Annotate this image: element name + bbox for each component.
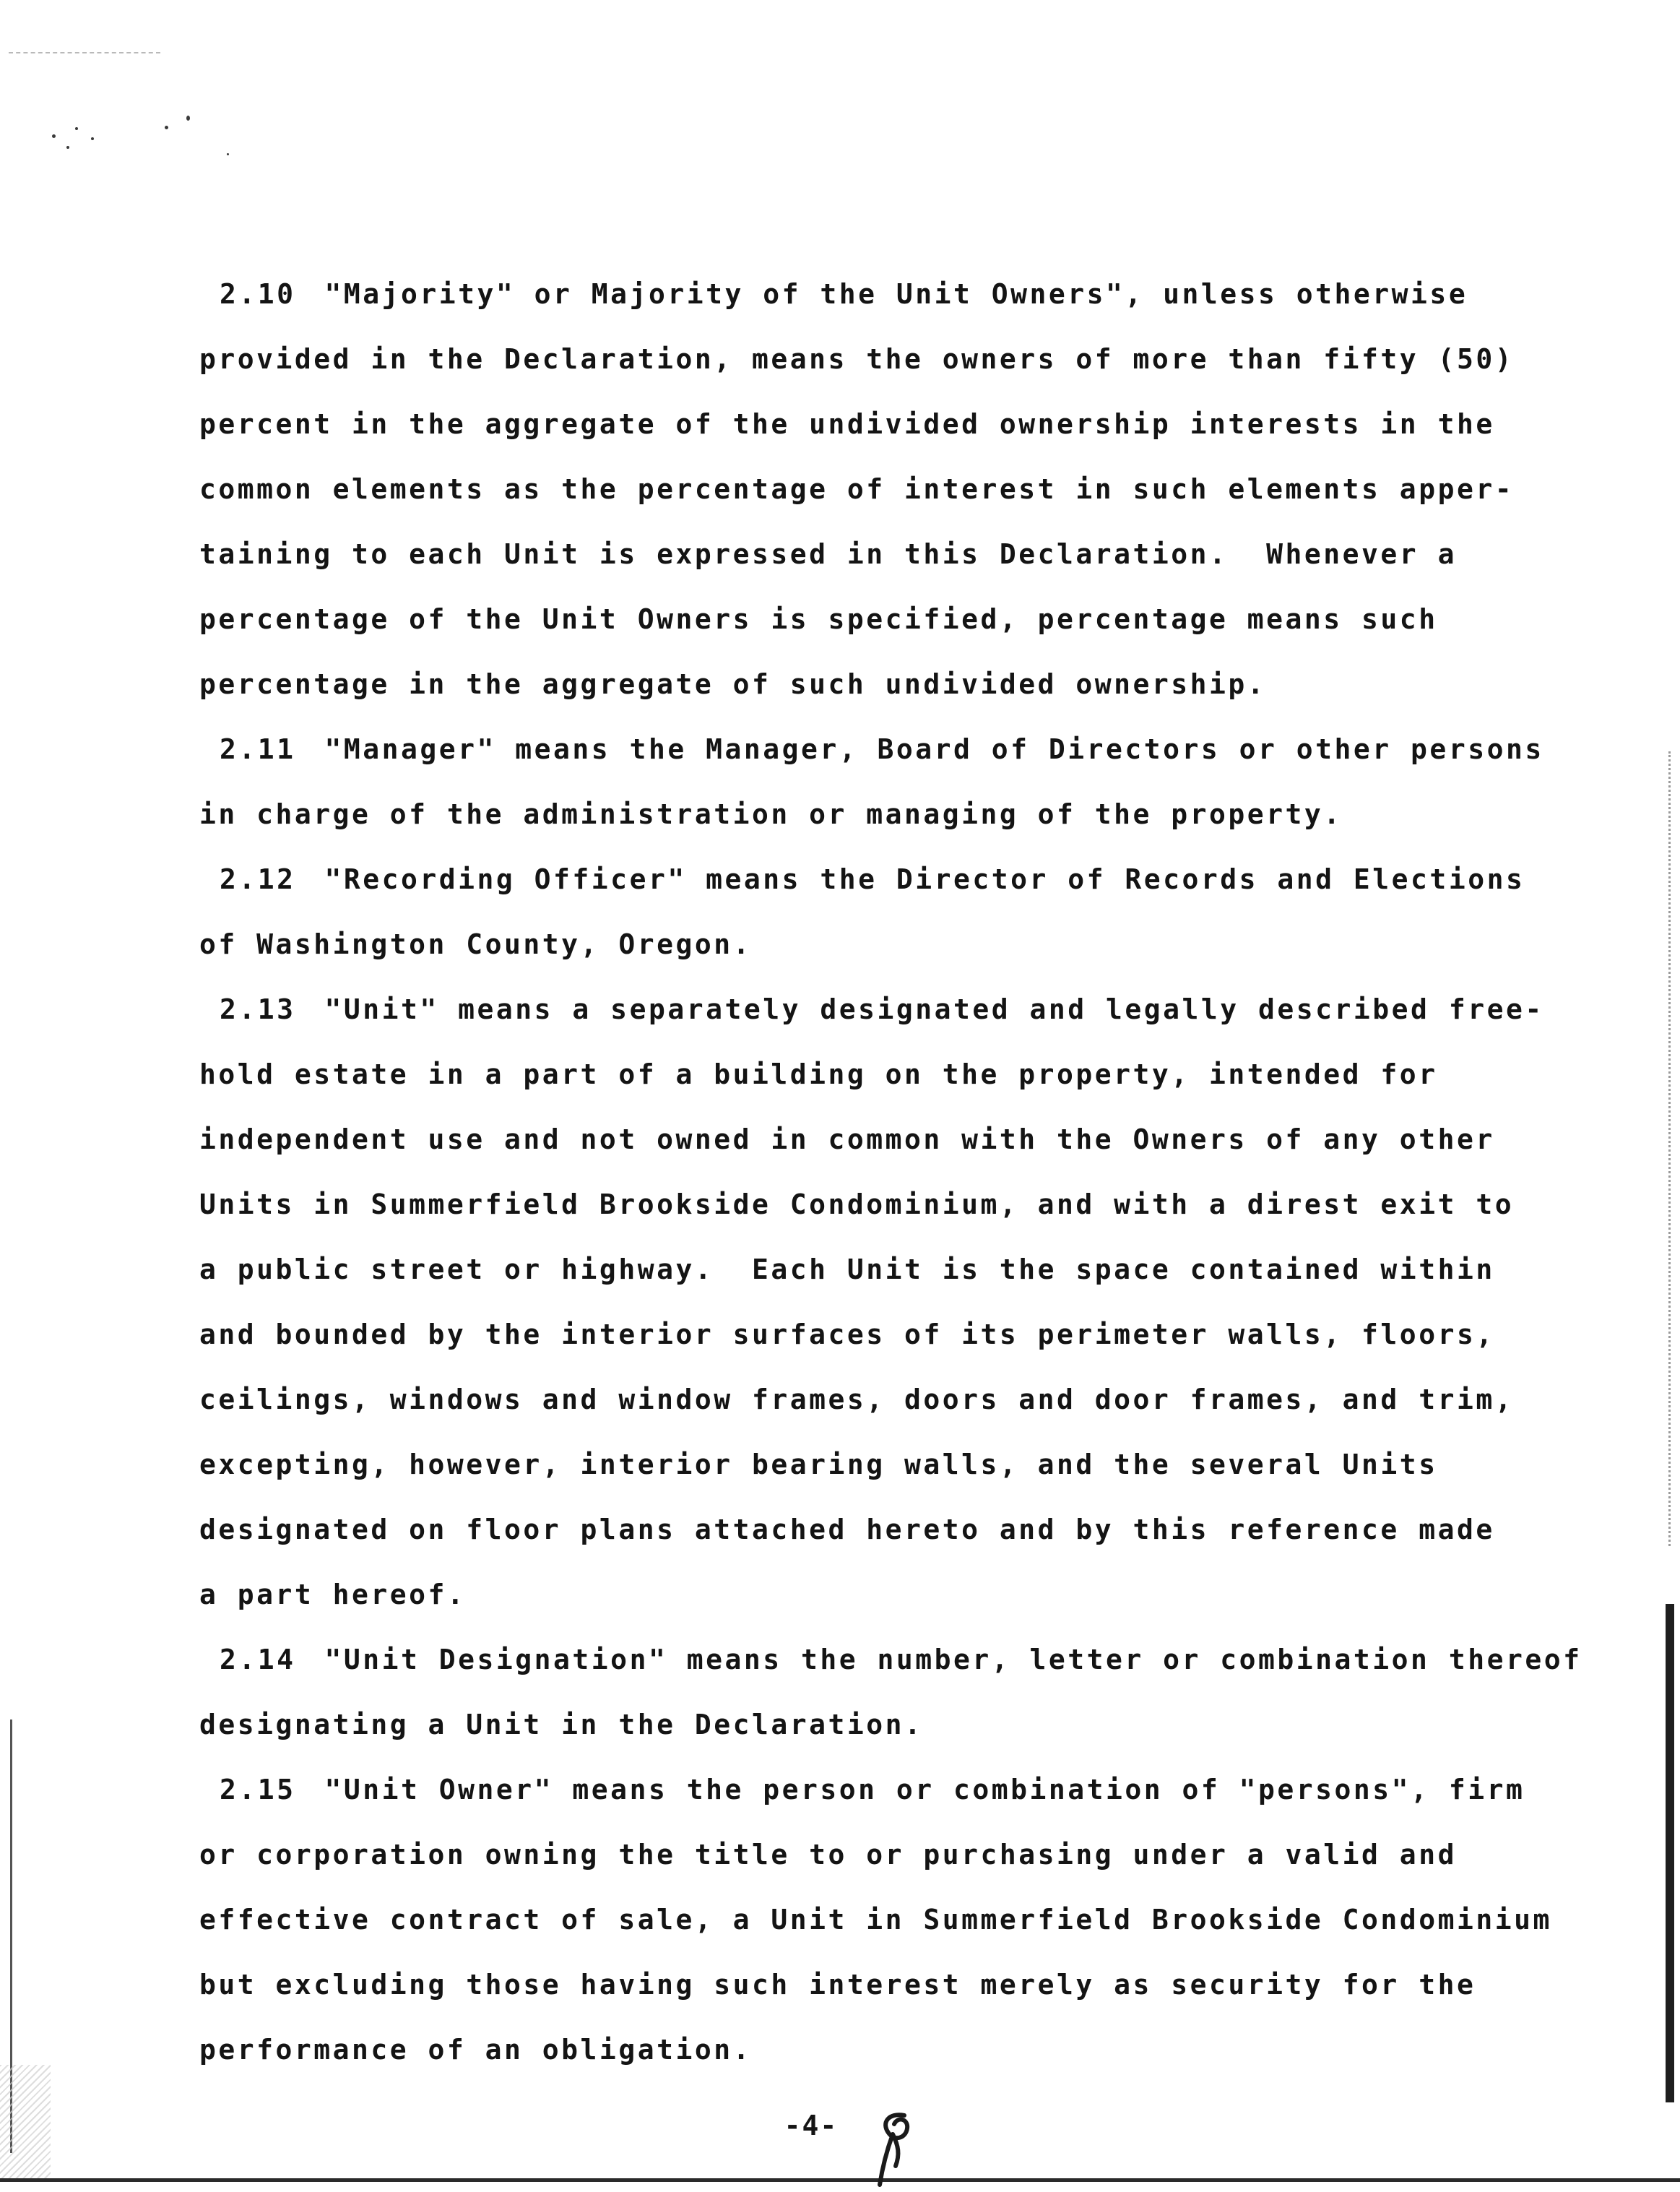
section-text-line	[199, 912, 1629, 977]
section-text-line	[199, 1172, 1629, 1237]
scan-speck	[227, 153, 229, 155]
section-text-line	[199, 1237, 1629, 1302]
page-number: -4-	[784, 2110, 839, 2141]
section-text: or corporation owning the title to or purchasing under a valid and	[199, 1839, 1457, 1870]
section-number: 2.11	[220, 733, 296, 765]
section-text-line	[199, 1822, 1629, 1887]
section-text: effective contract of sale, a Unit in Summerfield Brookside Condominium	[199, 1904, 1552, 1936]
section-heading-line	[199, 977, 1629, 1042]
section-heading-line	[199, 262, 1629, 327]
section-2-12	[199, 847, 1629, 977]
section-heading-line	[199, 847, 1629, 912]
scan-artifact-top-line	[9, 52, 160, 53]
section-text-line	[199, 457, 1629, 522]
section-text: a part hereof.	[199, 1579, 467, 1610]
section-text-line	[199, 522, 1629, 587]
section-text: taining to each Unit is expressed in this Declaration. Whenever a	[199, 538, 1457, 570]
document-body	[199, 262, 1629, 2082]
section-text-line	[199, 782, 1629, 847]
section-text: of Washington County, Oregon.	[199, 928, 752, 960]
scan-speck	[91, 137, 94, 140]
section-text: in charge of the administration or managing of the property.	[199, 798, 1343, 830]
section-text-line	[199, 587, 1629, 652]
section-text: "Unit" means a separately designated and legally described free-	[324, 993, 1544, 1025]
scan-artifact-right-edge	[1666, 1604, 1674, 2102]
scan-speck	[165, 126, 168, 129]
section-text: provided in the Declaration, means the owners of more than fifty (50)	[199, 343, 1515, 375]
section-2-10	[199, 262, 1629, 717]
section-text-line	[199, 327, 1629, 392]
section-text: and bounded by the interior surfaces of its perimeter walls, floors,	[199, 1319, 1495, 1350]
section-number: 2.14	[220, 1644, 296, 1675]
scan-speck	[186, 116, 190, 121]
section-number: 2.15	[220, 1774, 296, 1805]
section-heading-line	[199, 1757, 1629, 1822]
section-text: "Manager" means the Manager, Board of Directors or other persons	[324, 733, 1544, 765]
section-number: 2.10	[220, 278, 296, 310]
scan-artifact-right-edge-faint	[1668, 751, 1673, 1546]
section-2-14	[199, 1627, 1629, 1757]
section-text-line	[199, 2017, 1629, 2082]
section-text: Units in Summerfield Brookside Condominium, and with a direst exit to	[199, 1188, 1515, 1220]
section-text: excepting, however, interior bearing walls, and the several Units	[199, 1449, 1438, 1480]
section-text-line	[199, 1302, 1629, 1367]
section-heading-line	[199, 1627, 1629, 1692]
section-text: designating a Unit in the Declaration.	[199, 1709, 924, 1740]
section-heading-line	[199, 717, 1629, 782]
section-2-13	[199, 977, 1629, 1627]
section-text-line	[199, 1692, 1629, 1757]
section-text-line	[199, 1887, 1629, 1952]
section-text: percentage of the Unit Owners is specified, percentage means such	[199, 603, 1438, 635]
section-text: ceilings, windows and window frames, doors and door frames, and trim,	[199, 1384, 1515, 1415]
section-number: 2.12	[220, 863, 296, 895]
section-2-11	[199, 717, 1629, 847]
section-text-line	[199, 392, 1629, 457]
scan-speck	[52, 134, 56, 138]
scan-artifact-bottom-edge	[0, 2178, 1680, 2182]
section-text: performance of an obligation.	[199, 2034, 752, 2066]
section-text: percentage in the aggregate of such undivided ownership.	[199, 668, 1267, 700]
section-text: designated on floor plans attached hereto and by this reference made	[199, 1514, 1495, 1545]
section-text: "Unit Owner" means the person or combination of "persons", firm	[324, 1774, 1525, 1805]
scan-speck	[66, 146, 69, 149]
section-text: hold estate in a part of a building on the property, intended for	[199, 1058, 1438, 1090]
section-text: common elements as the percentage of interest in such elements apper-	[199, 473, 1515, 505]
section-text-line	[199, 1562, 1629, 1627]
section-text: "Recording Officer" means the Director of Records and Elections	[324, 863, 1525, 895]
section-number: 2.13	[220, 993, 296, 1025]
section-text-line	[199, 1497, 1629, 1562]
section-text: percent in the aggregate of the undivided ownership interests in the	[199, 408, 1495, 440]
section-text-line	[199, 1107, 1629, 1172]
section-text: "Unit Designation" means the number, letter or combination thereof	[324, 1644, 1582, 1675]
section-text: but excluding those having such interest merely as security for the	[199, 1969, 1476, 2001]
section-text: a public street or highway. Each Unit is the space contained within	[199, 1254, 1495, 1285]
scan-speck	[75, 127, 78, 130]
section-text-line	[199, 1367, 1629, 1432]
section-text-line	[199, 1432, 1629, 1497]
section-text-line	[199, 652, 1629, 717]
section-text-line	[199, 1042, 1629, 1107]
handwritten-mark	[867, 2110, 925, 2189]
section-text: independent use and not owned in common with the Owners of any other	[199, 1123, 1495, 1155]
section-text-line	[199, 1952, 1629, 2017]
section-text: "Majority" or Majority of the Unit Owners", unless otherwise	[324, 278, 1468, 310]
section-2-15	[199, 1757, 1629, 2082]
